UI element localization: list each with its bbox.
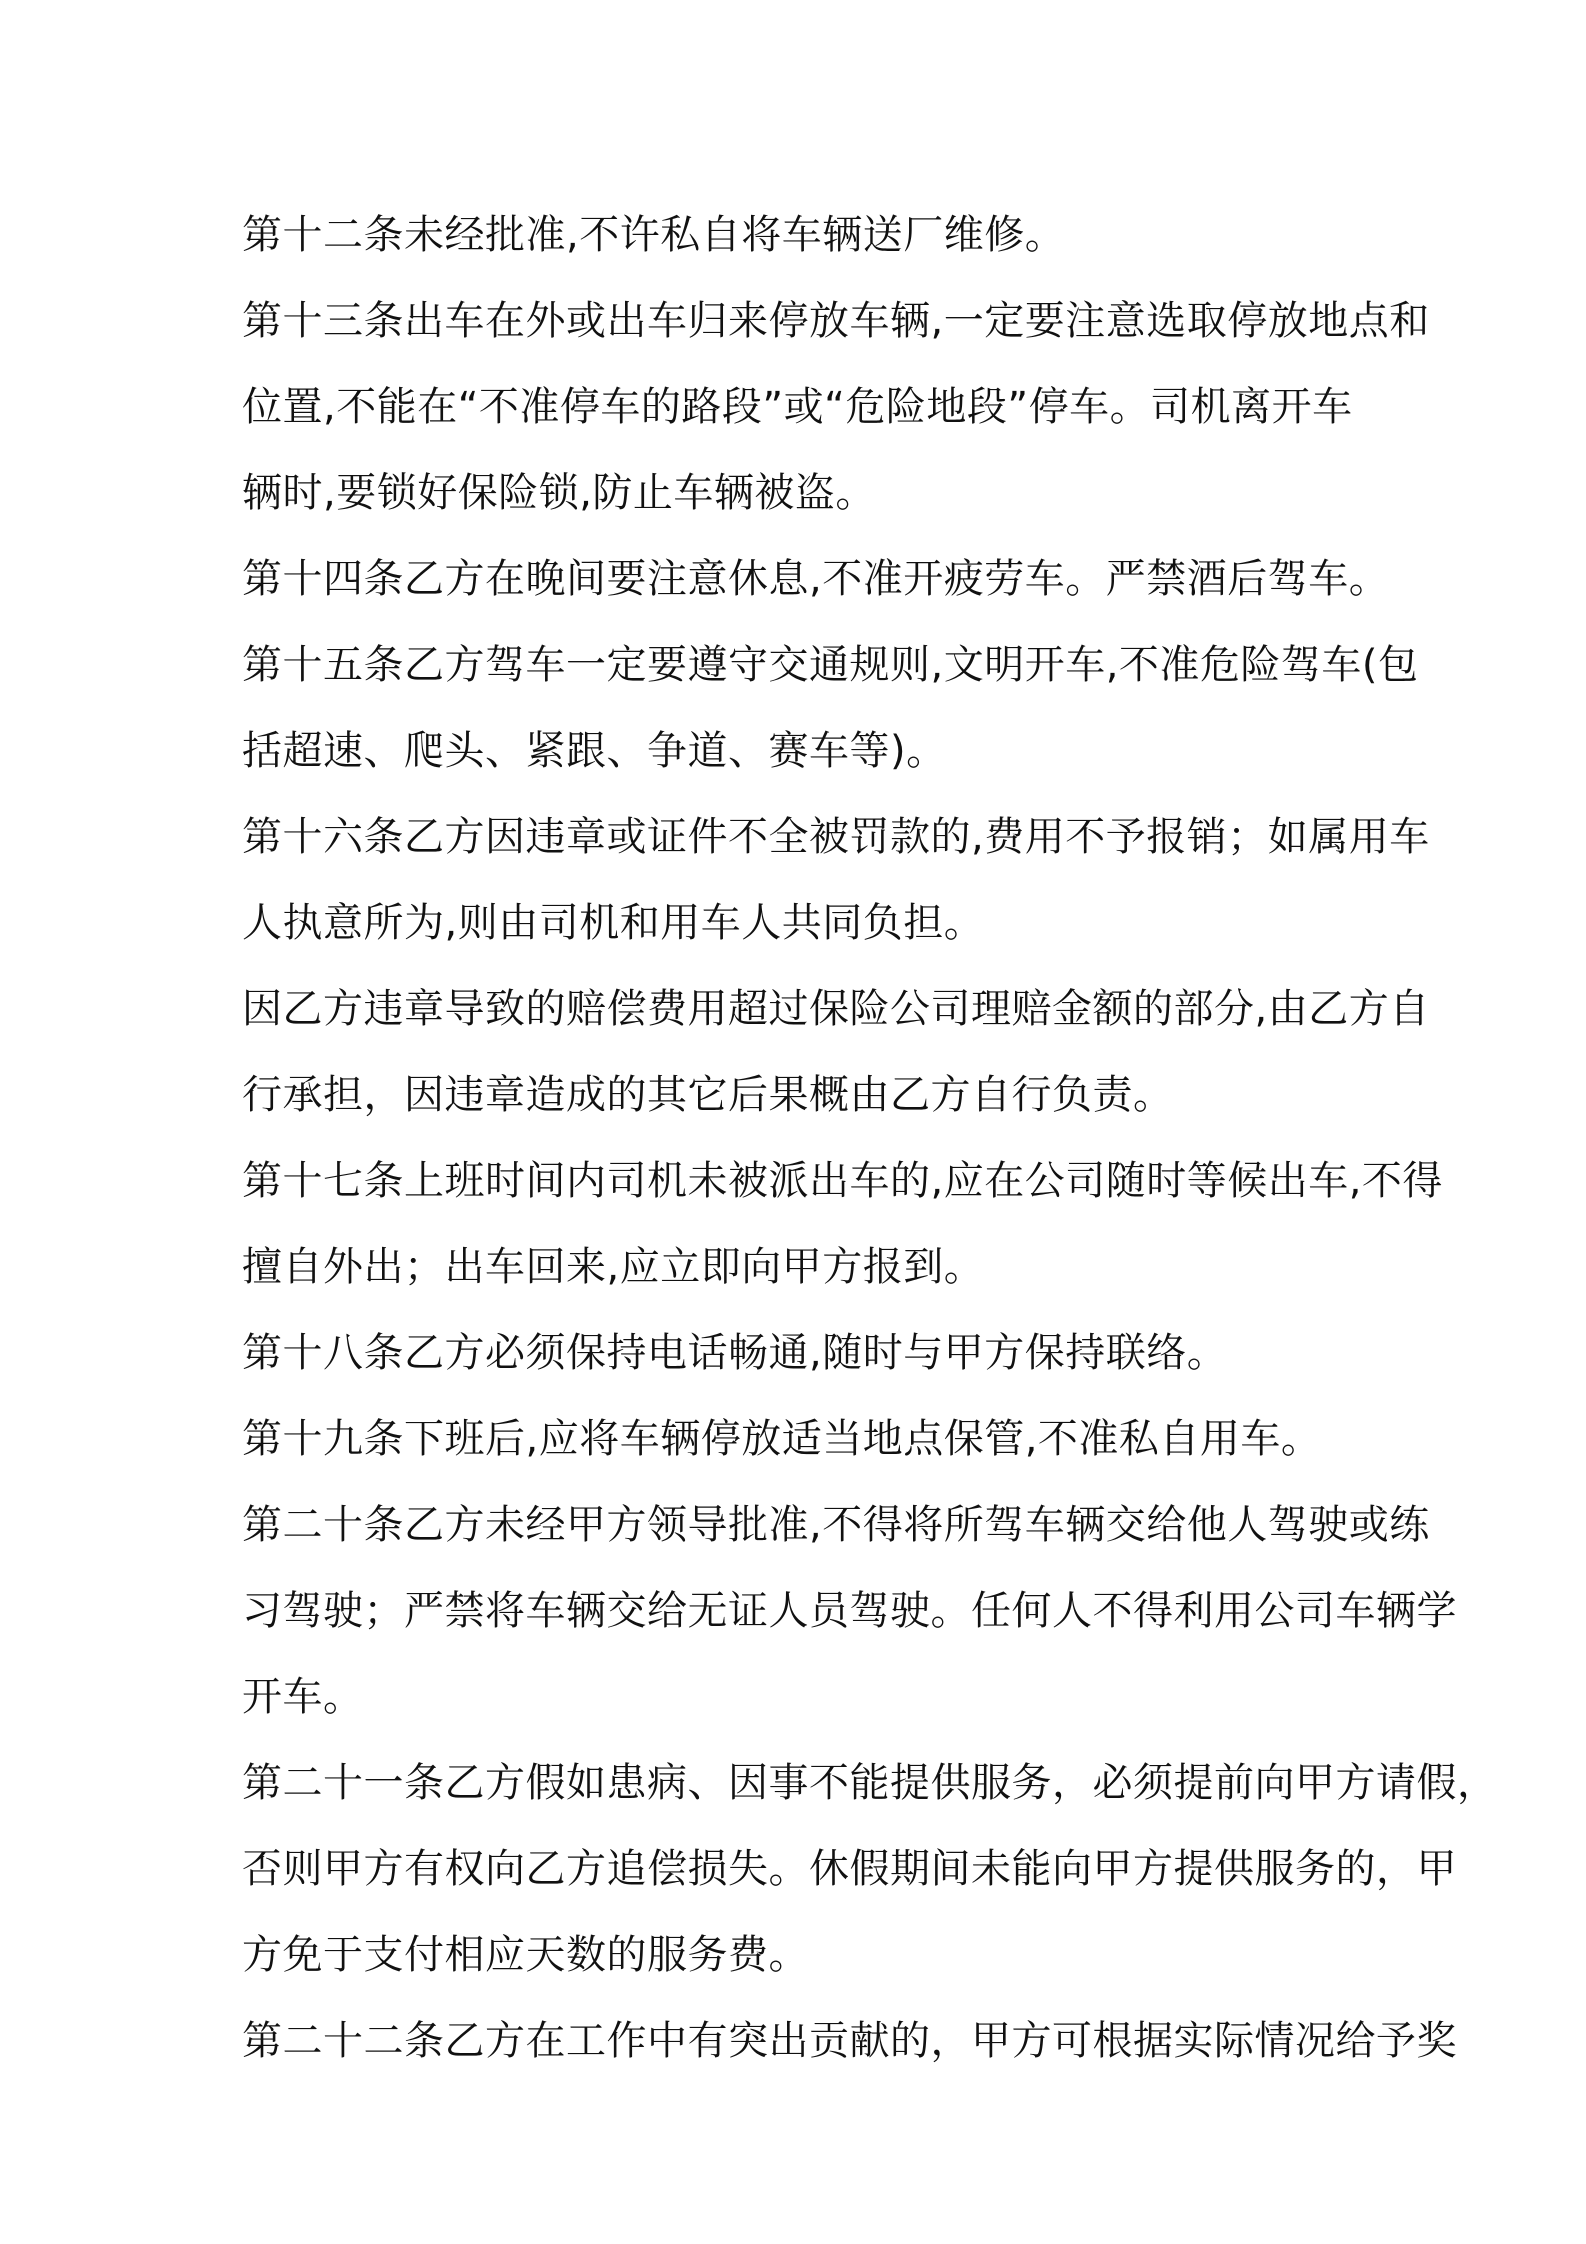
text-line: 行承担，因违章造成的其它后果概由乙方自行负责。 (242, 1072, 1174, 1118)
text-line: 第二十一条乙方假如患病、因事不能提供服务，必须提前向甲方请假， (242, 1760, 1498, 1806)
text-line: 否则甲方有权向乙方追偿损失。休假期间未能向甲方提供服务的，甲 (242, 1846, 1457, 1892)
text-line: 位置,不能在“不准停车的路段”或“危险地段”停车。司机离开车 (242, 384, 1353, 430)
text-line: 第十三条出车在外或出车归来停放车辆,一定要注意选取停放地点和 (242, 298, 1430, 344)
text-line: 第十四条乙方在晚间要注意休息,不准开疲劳车。严禁酒后驾车。 (242, 556, 1390, 602)
text-line: 因乙方违章导致的赔偿费用超过保险公司理赔金额的部分,由乙方自 (242, 986, 1430, 1032)
text-line: 人执意所为,则由司机和用车人共同负担。 (242, 900, 985, 946)
text-line: 擅自外出；出车回来,应立即向甲方报到。 (242, 1244, 985, 1290)
text-line: 习驾驶；严禁将车辆交给无证人员驾驶。任何人不得利用公司车辆学 (242, 1588, 1457, 1634)
document-body (242, 192, 1498, 2084)
text-line: 辆时,要锁好保险锁,防止车辆被盗。 (242, 470, 876, 516)
text-line: 开车。 (242, 1674, 364, 1720)
text-line: 第十六条乙方因违章或证件不全被罚款的,费用不予报销；如属用车 (242, 814, 1430, 860)
text-line: 第十五条乙方驾车一定要遵守交通规则,文明开车,不准危险驾车(包 (242, 642, 1419, 688)
text-line: 括超速、爬头、紧跟、争道、赛车等)。 (242, 728, 947, 774)
text-line: 第十二条未经批准,不许私自将车辆送厂维修。 (242, 212, 1066, 258)
text-line: 第十九条下班后,应将车辆停放适当地点保管,不准私自用车。 (242, 1416, 1322, 1462)
text-line: 第二十二条乙方在工作中有突出贡献的，甲方可根据实际情况给予奖 (242, 2018, 1457, 2064)
text-line: 第二十条乙方未经甲方领导批准,不得将所驾车辆交给他人驾驶或练 (242, 1502, 1430, 1548)
text-line: 第十八条乙方必须保持电话畅通,随时与甲方保持联络。 (242, 1330, 1228, 1376)
text-line: 第十七条上班时间内司机未被派出车的,应在公司随时等候出车,不得 (242, 1158, 1443, 1204)
text-line: 方免于支付相应天数的服务费。 (242, 1932, 809, 1978)
